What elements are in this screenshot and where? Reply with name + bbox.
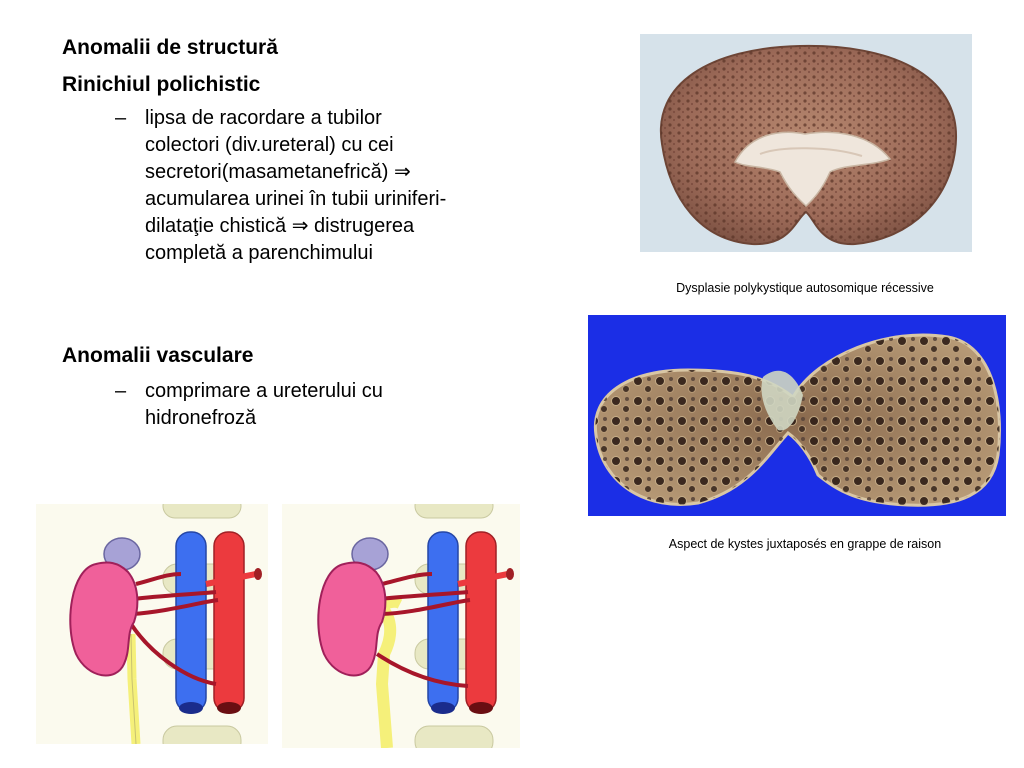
section-title-structure: Anomalii de structură [62,36,278,59]
bullet-dash: – [115,380,127,402]
bullet-polycystic [115,105,505,270]
bullet-text: comprimare a ureterului cu hidronefroză [145,380,383,429]
photo-caption-2: Aspect de kystes juxtaposés en grappe de raison [668,537,942,551]
section-title-vascular: Anomalii vasculare [62,344,254,367]
section-subtitle-polycystic: Rinichiul polichistic [62,73,261,96]
photo-caption-1: Dysplasie polykystique autosomique récessive [676,281,934,295]
kidney-vessel-diagram-compressed [282,504,520,748]
bullet-dash: – [115,107,127,129]
bullet-vascular [115,378,505,438]
kidney-vessel-diagram-normal [36,504,268,744]
bullet-text: lipsa de racordare a tubilor colectori (div.ureteral) cu cei secretori(masametanefrică) ⇒ acumularea urinei în tubii uriniferi- dilataţie chistică ⇒ distrugerea completă a parenchimului [145,107,447,264]
kidney-section-photo [640,34,972,252]
cystic-kidney-photo [588,315,1006,516]
